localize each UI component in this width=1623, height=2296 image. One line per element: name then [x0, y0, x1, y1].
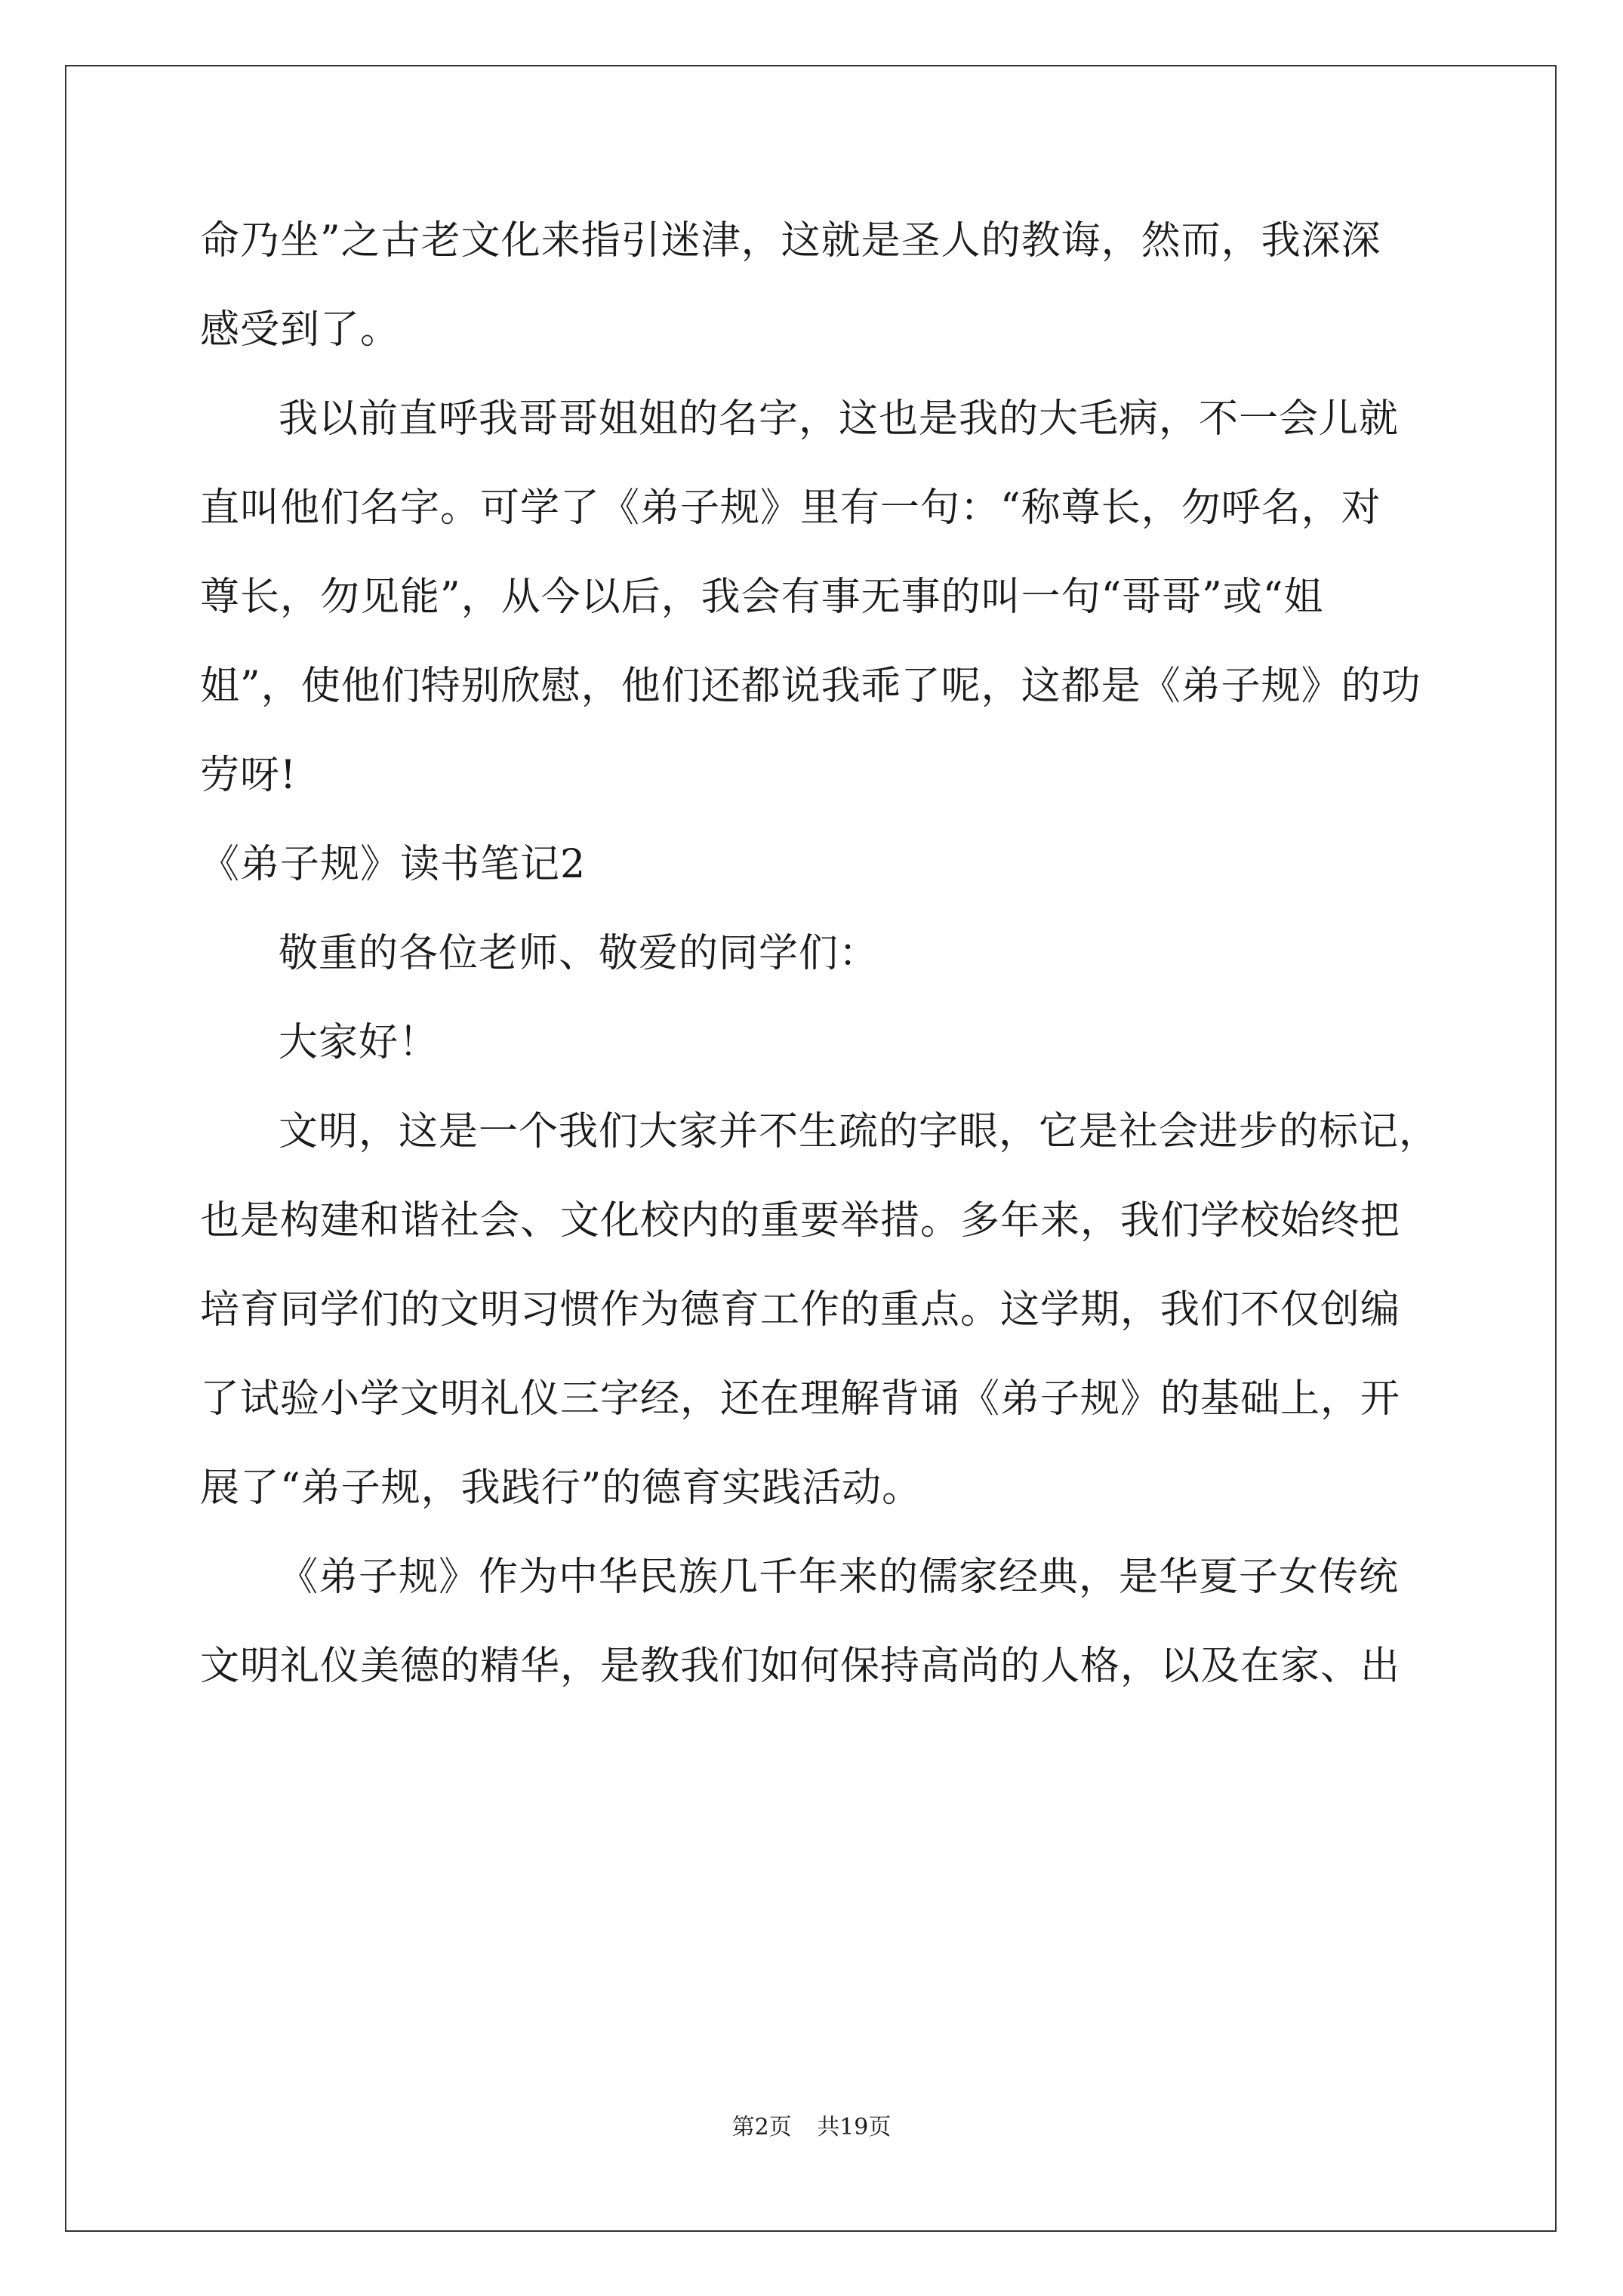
page-footer: [0, 2113, 1623, 2143]
text-line: 也是构建和谐社会、文化校内的重要举措。多年来，我们学校始终把: [200, 1198, 1401, 1244]
text-line: 感受到了。: [200, 307, 401, 353]
text-line: 直叫他们名字。可学了《弟子规》里有一句：“称尊长，勿呼名，对: [200, 485, 1381, 531]
page-number: 第2页: [731, 2114, 792, 2140]
page-total: 共19页: [817, 2114, 892, 2140]
text-line: 文明礼仪美德的精华，是教我们如何保持高尚的人格，以及在家、出: [200, 1644, 1401, 1689]
text-line: 《弟子规》作为中华民族几千年来的儒家经典，是华夏子女传统: [279, 1555, 1400, 1600]
text-line: 大家好！: [279, 1020, 439, 1065]
text-line: 敬重的各位老师、敬爱的同学们：: [279, 931, 879, 976]
document-body: [200, 196, 1438, 1711]
text-line: 劳呀!: [200, 753, 297, 798]
text-line: 尊长，勿见能”，从今以后，我会有事无事的叫一句“哥哥”或“姐: [200, 575, 1324, 620]
text-line: 展了“弟子规，我践行”的德育实践活动。: [200, 1465, 922, 1511]
text-line: 姐”，使他们特别欣慰，他们还都说我乖了呢，这都是《弟子规》的功: [200, 664, 1421, 709]
text-line: 《弟子规》读书笔记2: [200, 842, 587, 887]
text-line: 培育同学们的文明习惯作为德育工作的重点。这学期，我们不仅创编: [200, 1287, 1401, 1333]
text-line: 我以前直呼我哥哥姐姐的名字，这也是我的大毛病，不一会儿就: [279, 396, 1400, 442]
text-line: 文明，这是一个我们大家并不生疏的字眼，它是社会进步的标记，: [279, 1109, 1440, 1154]
text-line: 命乃坐”之古老文化来指引迷津，这就是圣人的教诲，然而，我深深: [200, 218, 1381, 264]
text-line: 了试验小学文明礼仪三字经，还在理解背诵《弟子规》的基础上，开: [200, 1376, 1401, 1422]
